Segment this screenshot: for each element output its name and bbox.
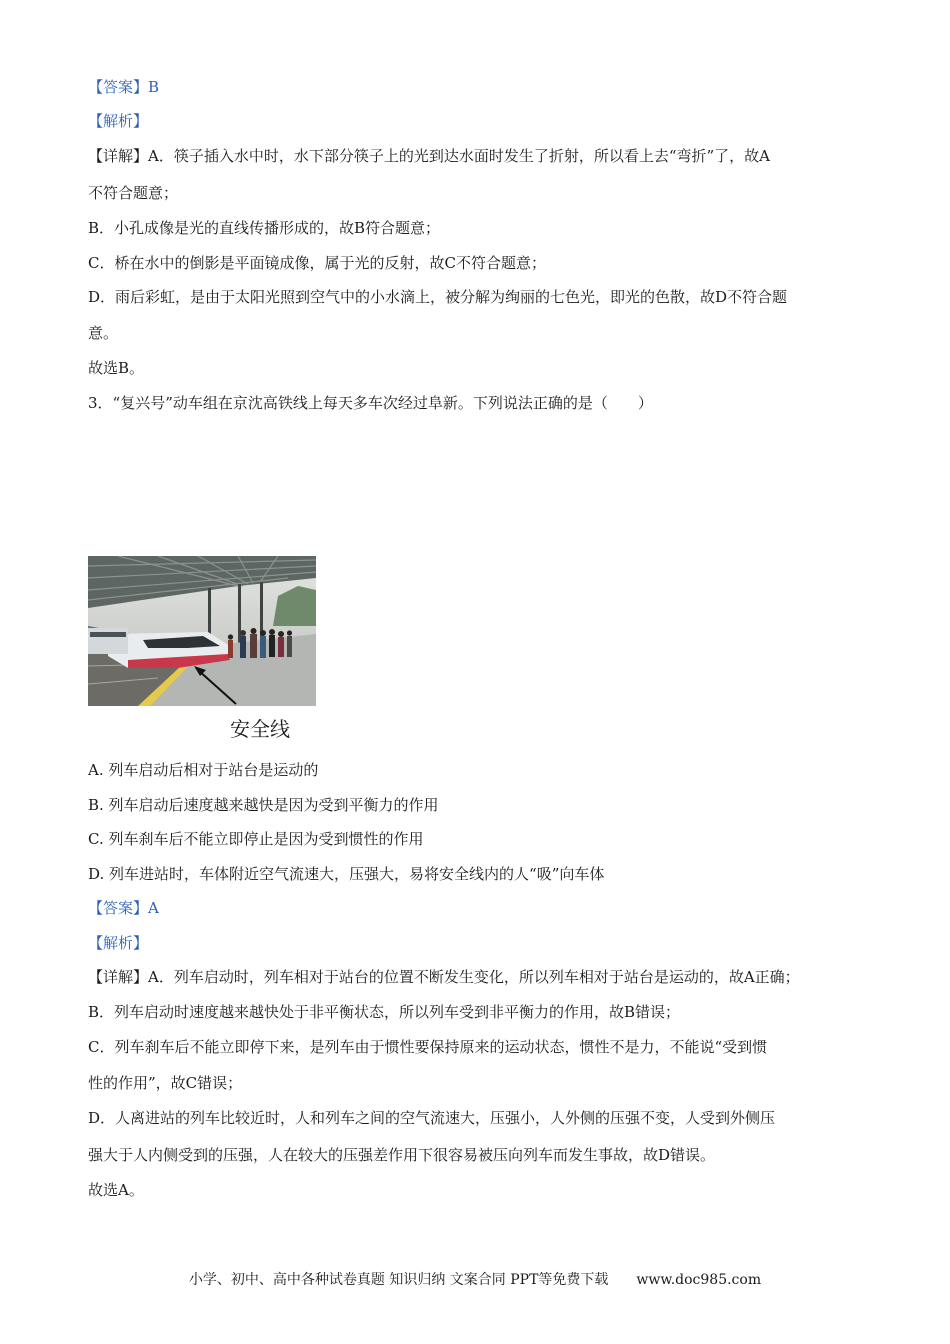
detail-line: 性的作用”，故C错误； — [88, 1074, 243, 1092]
option-c: C. 列车刹车后不能立即停止是因为受到惯性的作用 — [88, 830, 424, 848]
detail-line: B．列车启动时速度越来越快处于非平衡状态，所以列车受到非平衡力的作用，故B错误； — [88, 1003, 681, 1021]
page-footer: 小学、初中、高中各种试卷真题 知识归纳 文案合同 PPT等免费下载 www.doc985.com — [188, 1272, 762, 1288]
option-a: A. 列车启动后相对于站台是运动的 — [88, 761, 319, 779]
option-b: B. 列车启动后速度越来越快是因为受到平衡力的作用 — [88, 796, 439, 814]
answer-label: 【答案】A — [88, 899, 159, 917]
detail-line: D．人离进站的列车比较近时，人和列车之间的空气流速大，压强小，人外侧的压强不变，人受到外侧压 — [88, 1109, 776, 1127]
detail-line: D．雨后彩虹，是由于太阳光照到空气中的小水滴上，被分解为绚丽的七色光，即光的色散，故D不符合题 — [88, 288, 788, 306]
detail-line: C．列车刹车后不能立即停下来，是列车由于惯性要保持原来的运动状态，惯性不是力，不能说“受到惯 — [88, 1038, 768, 1056]
detail-line: B．小孔成像是光的直线传播形成的，故B符合题意； — [88, 219, 441, 237]
detail-line: C．桥在水中的倒影是平面镜成像，属于光的反射，故C不符合题意； — [88, 254, 546, 272]
detail-line: 意。 — [88, 324, 119, 342]
analysis-label: 【解析】 — [88, 934, 149, 952]
detail-line: 【详解】A．列车启动时，列车相对于站台的位置不断发生变化，所以列车相对于站台是运动的，故A正确； — [88, 968, 800, 986]
answer-label: 【答案】B — [88, 78, 160, 96]
conclusion: 故选B。 — [88, 359, 145, 377]
question-stem: 3．“复兴号”动车组在京沈高铁线上每天多车次经过阜新。下列说法正确的是（ ） — [88, 394, 653, 412]
option-d: D. 列车进站时，车体附近空气流速大，压强大，易将安全线内的人“吸”向车体 — [88, 865, 605, 883]
detail-line: 强大于人内侧受到的压强，人在较大的压强差作用下很容易被压向列车而发生事故，故D错误。 — [88, 1146, 716, 1164]
figure-caption: 安全线 — [230, 717, 290, 741]
detail-line: 【详解】A．筷子插入水中时，水下部分筷子上的光到达水面时发生了折射，所以看上去“弯折”了，故A — [88, 147, 771, 165]
train-station-photo — [88, 556, 316, 706]
conclusion: 故选A。 — [88, 1181, 144, 1199]
analysis-label: 【解析】 — [88, 112, 149, 130]
detail-line: 不符合题意； — [88, 184, 179, 202]
